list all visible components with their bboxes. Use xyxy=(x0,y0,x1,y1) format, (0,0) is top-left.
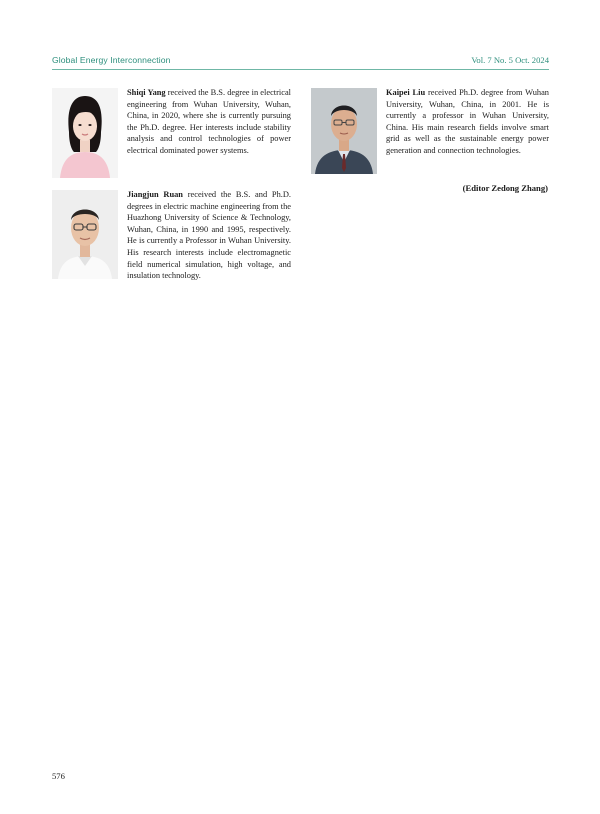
portrait-man-glasses-icon xyxy=(52,190,118,279)
bio-text-shiqi-yang xyxy=(127,87,291,157)
issue-info: Vol. 7 No. 5 Oct. 2024 xyxy=(471,55,549,65)
editor-credit: (Editor Zedong Zhang) xyxy=(462,183,548,193)
portrait-woman-icon xyxy=(52,88,118,178)
author-name: Shiqi Yang xyxy=(127,88,168,97)
author-name: Jiangjun Ruan xyxy=(127,190,188,199)
bio-body: received the B.S. degree in electrical engineering from Wuhan University, Wuhan, China, in 2020, where she is currently pursuing the Ph.D. degree. Her interests include stability analysis and control technologies of power electrical dominated power systems. xyxy=(127,88,291,155)
author-photo-kaipei-liu xyxy=(311,88,377,174)
bio-body: received Ph.D. degree from Wuhan University, Wuhan, China, in 2001. He is currently a professor in Wuhan University, China. His main research fields involve smart grid as well as the sustainable energy power generation and connection technologies. xyxy=(386,88,549,155)
journal-title: Global Energy Interconnection xyxy=(52,55,171,65)
running-header xyxy=(52,55,549,70)
author-photo-shiqi-yang xyxy=(52,88,118,178)
page-number: 576 xyxy=(52,771,65,781)
author-name: Kaipei Liu xyxy=(386,88,428,97)
author-photo-jiangjun-ruan xyxy=(52,190,118,279)
bio-text-jiangjun-ruan xyxy=(127,189,291,282)
bio-text-kaipei-liu xyxy=(386,87,549,157)
portrait-man-suit-icon xyxy=(311,88,377,174)
bio-body: received the B.S. and Ph.D. degrees in electric machine engineering from the Huazhong University of Science & Technology, Wuhan, China, in 1990 and 1995, respectively. He is currently a Professor in Wuhan University. His research interests include electromagnetic field numerical simulation, high voltage, and insulation technology. xyxy=(127,190,291,281)
